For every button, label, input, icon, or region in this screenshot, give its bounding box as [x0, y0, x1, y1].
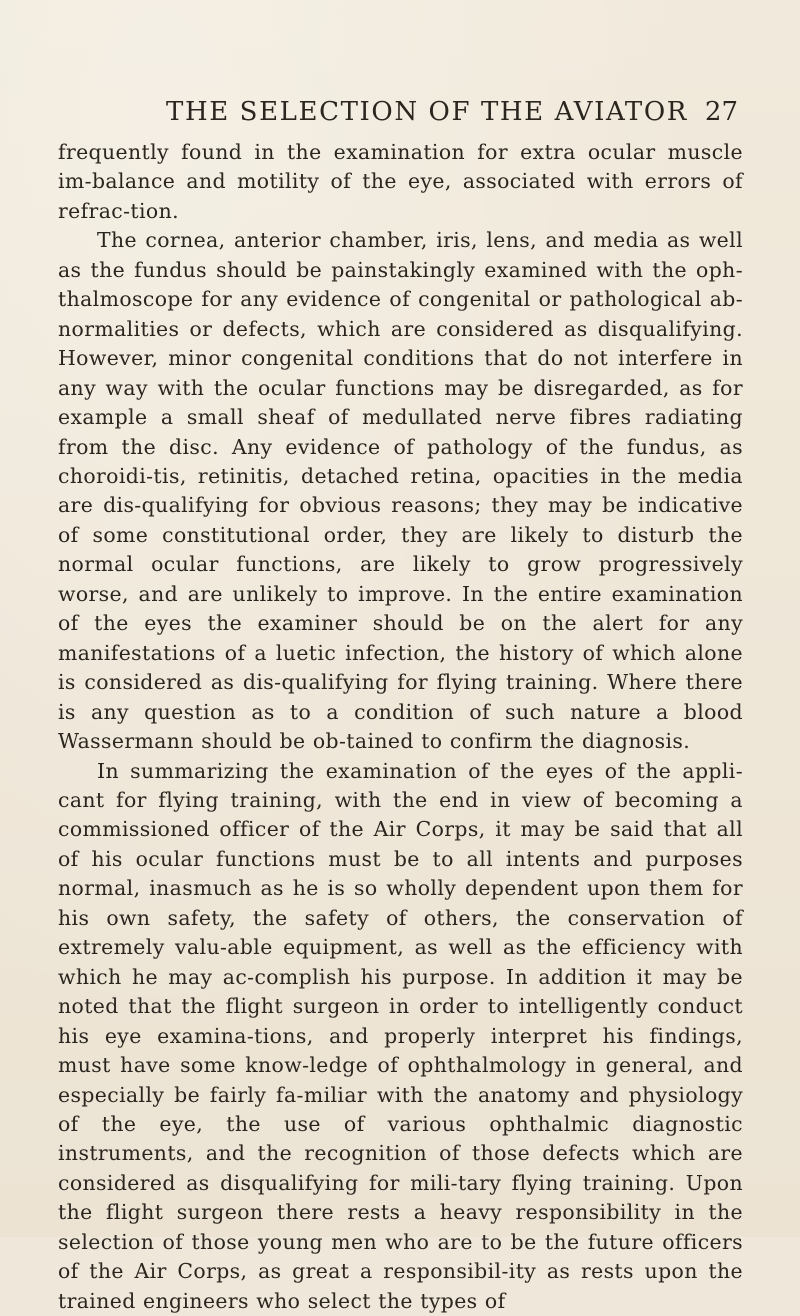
paragraph-continuation: frequently found in the examination for extra ocular muscle im-balance and motility of the eye, associated with errors of refrac-tion. [58, 140, 743, 223]
paragraph-summary: In summarizing the examination of the eyes of the appli-cant for flying training, with the end in view of becoming a commissioned officer of the Air Corps, it may be said that all of his ocular functions must be to all intents and purposes normal, inasmuch as he is so wholly dependent upon them for his own safety, the safety of others, the conservation of extremely valu-able equipment, as well as the efficiency with which he may ac-complish his purpose. In addition it may be noted that the flight surgeon in order to intelligently conduct his eye examina-tions, and properly interpret his findings, must have some know-ledge of ophthalmology in general, and especially be fairly fa-miliar with the anatomy and physiology of the eye, the use of various ophthalmic diagnostic instruments, and the recognition of those defects which are considered as disqualifying for mili-tary flying training. Upon the flight surgeon there rests a heavy responsibility in the selection of those young men who are to be the future officers of the Air Corps, as great a responsibil-ity as rests upon the trained engineers who select the types of [58, 758, 743, 1313]
paragraph-cornea-examination: The cornea, anterior chamber, iris, lens, and media as well as the fundus should be painstakingly examined with the oph-thalmoscope for any evidence of congenital or pathological ab-normalities or defects, which are considered as disqualifying. However, minor congenital conditions that do not interfere in any way with the ocular functions may be disregarded, as for example a small sheaf of medullated nerve fibres radiating from the disc. Any evidence of pathology of the fundus, as choroidi-tis, retinitis, detached retina, opacities in the media are dis-qualifying for obvious reasons; they may be indicative of some constitutional order, they are likely to disturb the normal ocular functions, are likely to grow progressively worse, and are unlikely to improve. In the entire examination of the eyes the examiner should be on the alert for any manifestations of a luetic infection, the history of which alone is considered as dis-qualifying for flying training. Where there is any question as to a condition of such nature a blood Wassermann should be ob-tained to confirm the diagnosis. [58, 228, 743, 754]
running-title: THE SELECTION OF THE AVIATOR [166, 97, 688, 127]
running-head [166, 94, 738, 130]
body-text [58, 138, 743, 1316]
page-number: 27 [704, 97, 738, 127]
